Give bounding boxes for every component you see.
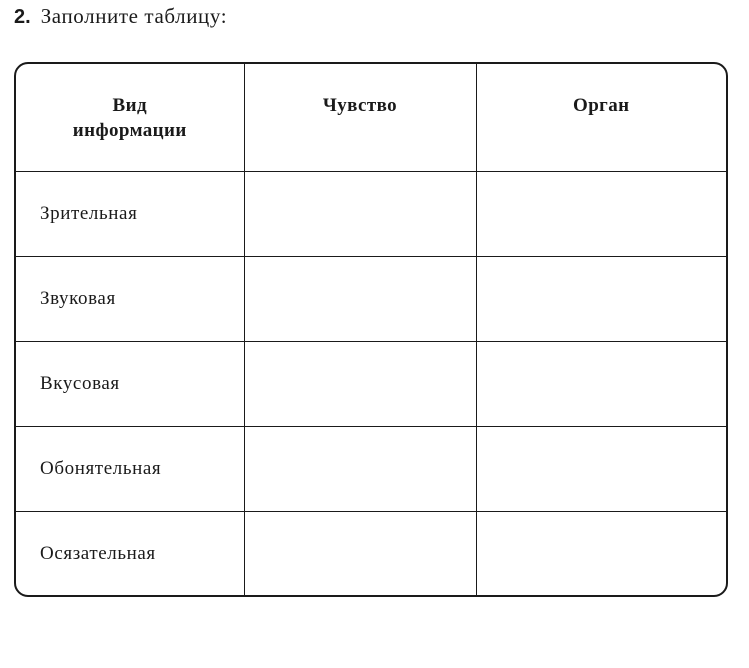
header-information-type xyxy=(16,64,244,171)
cell-sense-smell[interactable] xyxy=(244,426,476,511)
header-sense: Чувство xyxy=(244,64,476,171)
row-label-taste: Вкусовая xyxy=(16,341,244,426)
information-table xyxy=(16,64,726,596)
cell-sense-visual[interactable] xyxy=(244,171,476,256)
header-information-type-line-2: информации xyxy=(72,120,187,141)
row-label-sound: Звуковая xyxy=(16,256,244,341)
task-number: 2. xyxy=(14,6,31,28)
cell-sense-taste[interactable] xyxy=(244,341,476,426)
cell-organ-visual[interactable] xyxy=(476,171,726,256)
table-row xyxy=(16,171,726,256)
cell-organ-sound[interactable] xyxy=(476,256,726,341)
information-table-frame xyxy=(14,62,728,597)
task-instruction: Заполните таблицу: xyxy=(40,4,228,28)
cell-organ-taste[interactable] xyxy=(476,341,726,426)
table-header-row xyxy=(16,64,726,171)
row-label-touch: Осязательная xyxy=(16,511,244,596)
cell-sense-touch[interactable] xyxy=(244,511,476,596)
header-organ: Орган xyxy=(476,64,726,171)
cell-organ-smell[interactable] xyxy=(476,426,726,511)
table-row xyxy=(16,426,726,511)
row-label-visual: Зрительная xyxy=(16,171,244,256)
header-information-type-line-1: Вид xyxy=(112,95,147,116)
cell-organ-touch[interactable] xyxy=(476,511,726,596)
table-row xyxy=(16,511,726,596)
row-label-smell: Обонятельная xyxy=(16,426,244,511)
table-row xyxy=(16,341,726,426)
table-row xyxy=(16,256,726,341)
task-heading xyxy=(14,2,227,31)
cell-sense-sound[interactable] xyxy=(244,256,476,341)
